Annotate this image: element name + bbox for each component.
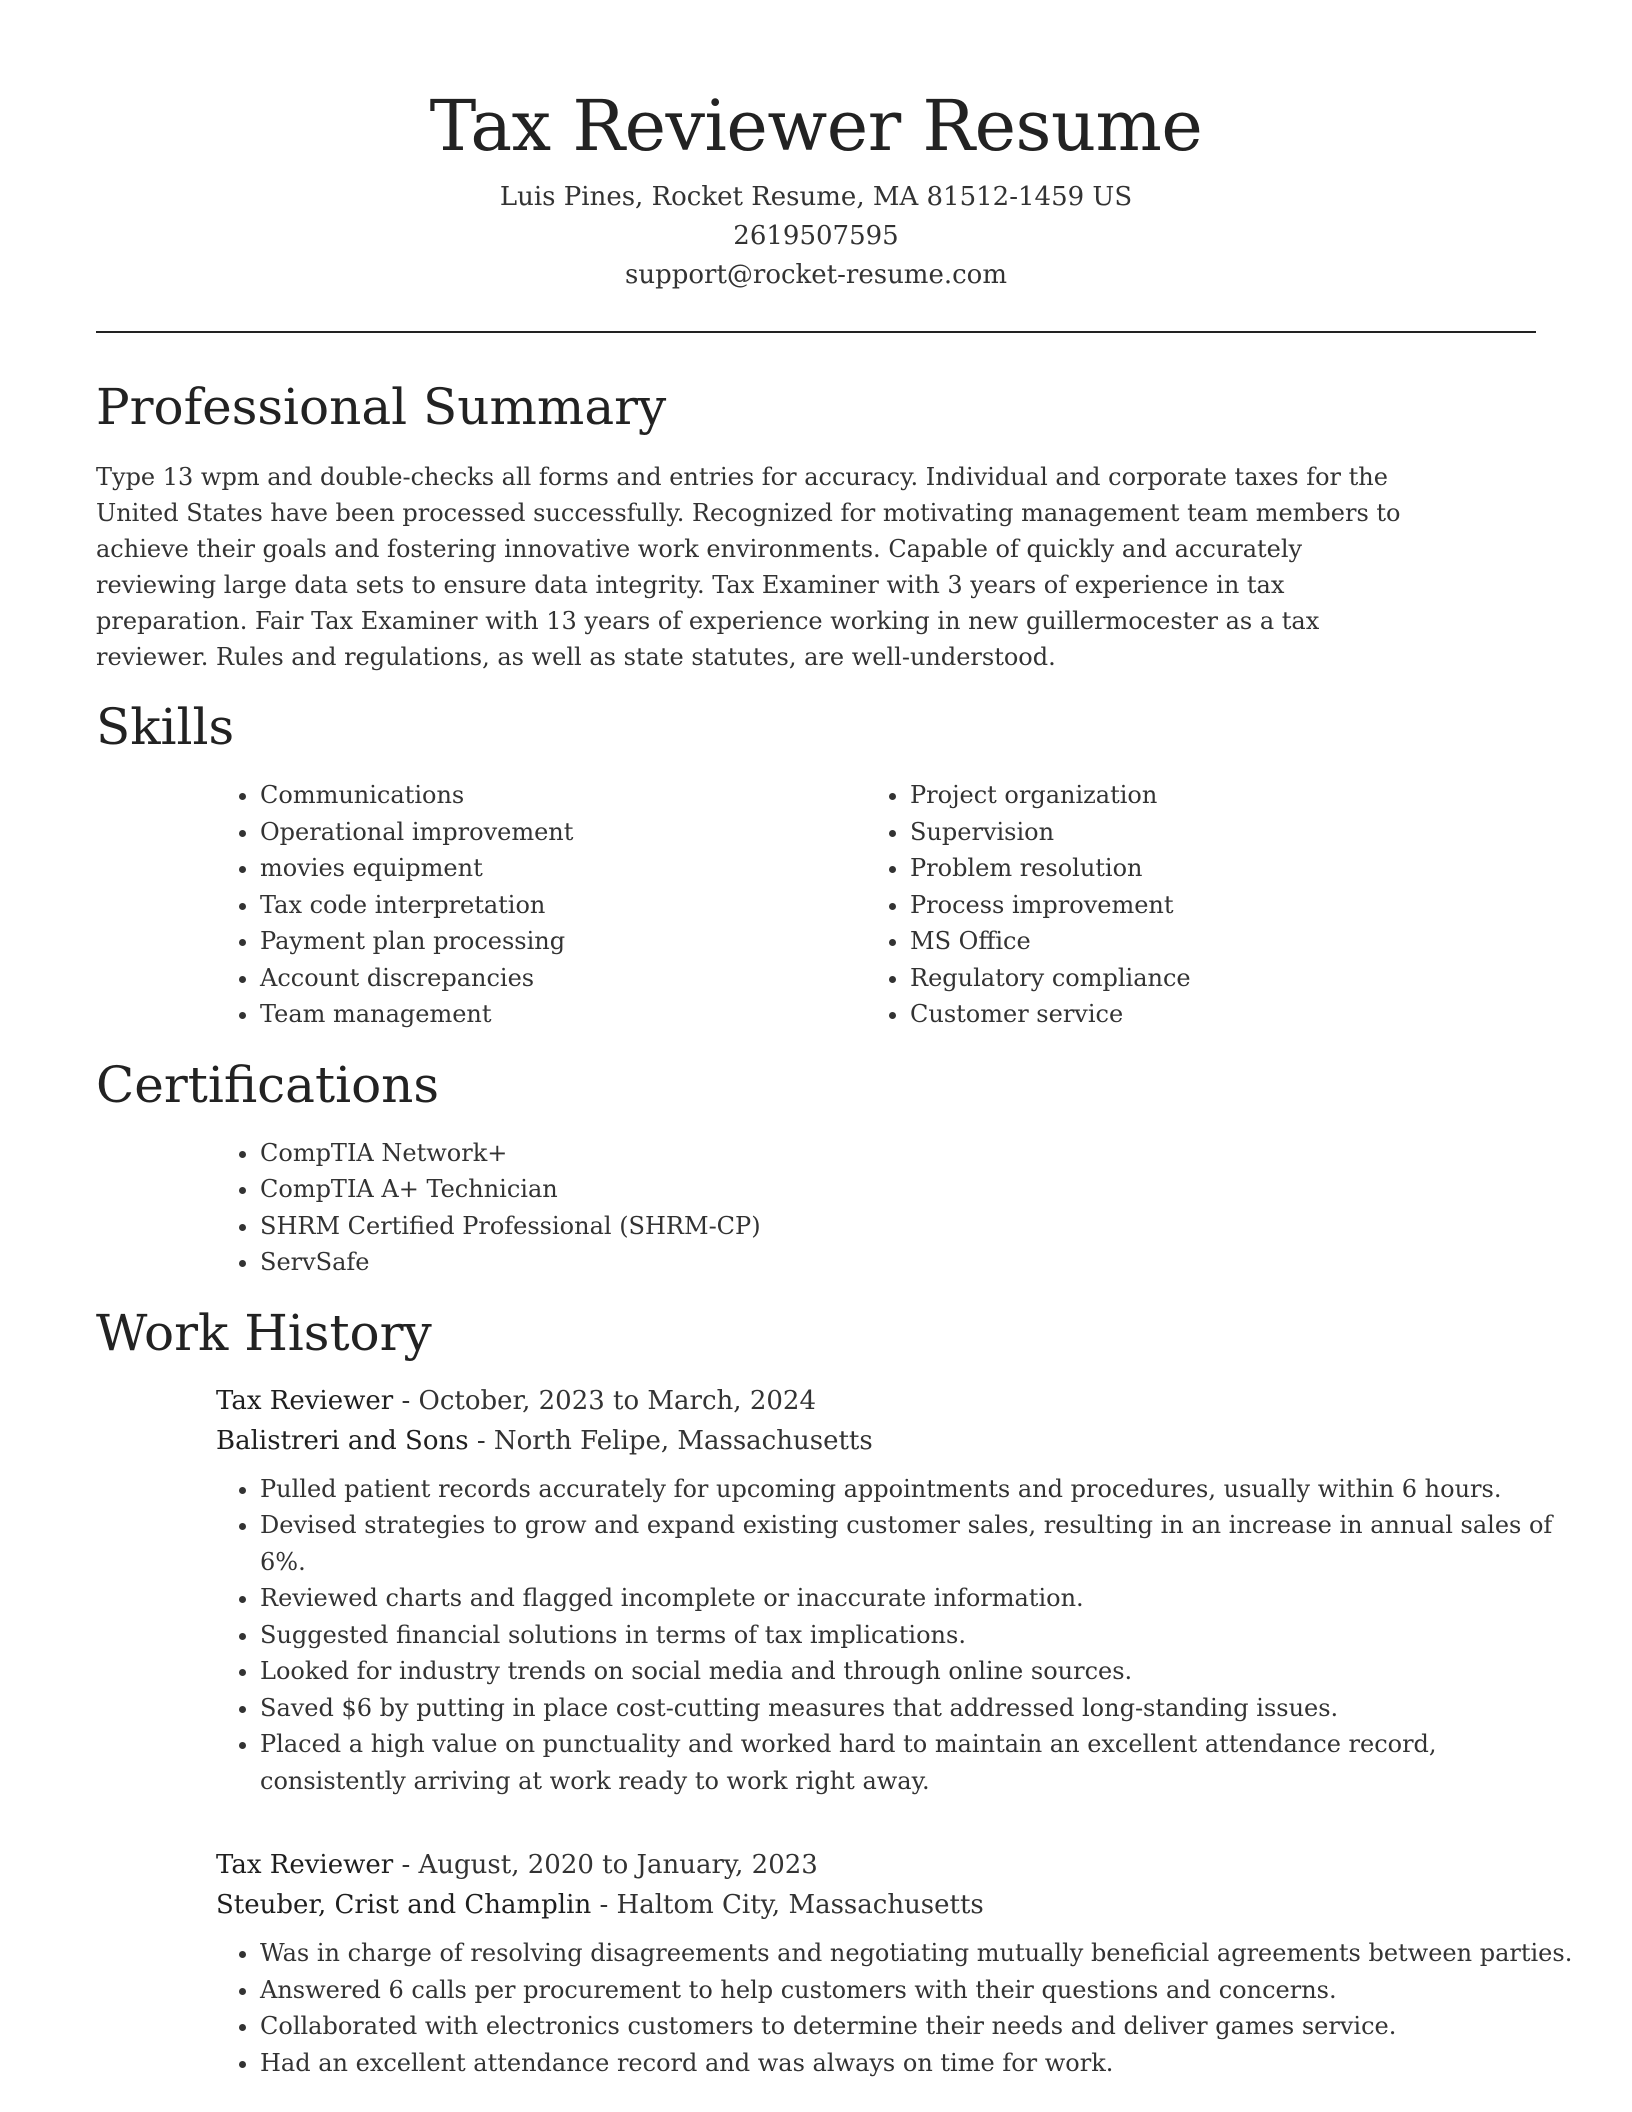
summary-section — [96, 375, 1536, 675]
skill-item: • Customer service — [910, 996, 1516, 1033]
job-dates: August, 2020 to January, 2023 — [418, 1850, 818, 1880]
job-bullet-list — [216, 1935, 1590, 2081]
skills-columns — [216, 777, 1536, 1033]
skill-item: • Tax code interpretation — [260, 887, 866, 924]
job-bullet: • Suggested financial solutions in terms of tax implications. — [260, 1617, 1590, 1654]
skills-column-right — [866, 777, 1516, 1033]
contact-block — [96, 178, 1536, 295]
resume-title: Tax Reviewer Resume — [429, 85, 1203, 167]
job-bullet: • Reviewed charts and flagged incomplete or inaccurate information. — [260, 1580, 1590, 1617]
skill-item: • Team management — [260, 996, 866, 1033]
skill-item: • Process improvement — [910, 887, 1516, 924]
header-divider — [96, 331, 1536, 333]
job-company: Balistreri and Sons — [216, 1425, 469, 1456]
skill-item: • Project organization — [910, 777, 1516, 814]
job-bullet-list — [216, 1471, 1590, 1800]
certification-item: • CompTIA Network+ — [260, 1135, 1536, 1172]
job-bullet: • Collaborated with electronics customers to determine their needs and deliver games service. — [260, 2008, 1590, 2045]
job-location: North Felipe, Massachusetts — [493, 1425, 873, 1456]
job-bullet: • Devised strategies to grow and expand existing customer sales, resulting in an increase in annual sales of 6%. — [260, 1507, 1590, 1580]
job-location: Haltom City, Massachusetts — [616, 1890, 984, 1920]
skills-column-left — [216, 777, 866, 1033]
skills-list-left — [216, 777, 866, 1033]
skill-item: • Operational improvement — [260, 814, 866, 851]
certifications-section — [96, 1053, 1536, 1281]
skill-item: • Account discrepancies — [260, 960, 866, 997]
skill-item: • MS Office — [910, 923, 1516, 960]
contact-email: support@rocket-resume.com — [624, 260, 1007, 290]
contact-phone: 2619507595 — [733, 221, 899, 251]
job-bullet: • Looked for industry trends on social media and through online sources. — [260, 1653, 1590, 1690]
job-bullet: • Was in charge of resolving disagreements and negotiating mutually beneficial agreements between parties. — [260, 1935, 1590, 1972]
certification-item: • ServSafe — [260, 1244, 1536, 1281]
job-bullet: • Pulled patient records accurately for upcoming appointments and procedures, usually within 6 hours. — [260, 1471, 1590, 1508]
job-bullet: • Had an excellent attendance record and was always on time for work. — [260, 2045, 1590, 2082]
certifications-list — [216, 1135, 1536, 1281]
job-bullet: • Saved $6 by putting in place cost-cutting measures that addressed long-standing issues. — [260, 1690, 1590, 1727]
skill-item: • Communications — [260, 777, 866, 814]
certification-item: • CompTIA A+ Technician — [260, 1171, 1536, 1208]
job-entry — [216, 1845, 1573, 2081]
skill-item: • Regulatory compliance — [910, 960, 1516, 997]
skills-list-right — [866, 777, 1516, 1033]
work-history-section — [96, 1301, 1573, 2082]
job-bullet: • Answered 6 calls per procurement to help customers with their questions and concerns. — [260, 1972, 1590, 2009]
summary-heading: Professional Summary — [96, 378, 667, 436]
skills-heading: Skills — [96, 698, 235, 756]
contact-address: Luis Pines, Rocket Resume, MA 81512-1459 US — [499, 182, 1133, 212]
certification-item: • SHRM Certified Professional (SHRM-CP) — [260, 1208, 1536, 1245]
skills-section — [96, 695, 1536, 1033]
skill-item: • movies equipment — [260, 850, 866, 887]
job-entry — [216, 1381, 1553, 1800]
skill-item: • Supervision — [910, 814, 1516, 851]
job-bullet: • Placed a high value on punctuality and worked hard to maintain an excellent attendance record, consistently arriving at work ready to work right away. — [260, 1726, 1590, 1799]
job-company: Steuber, Crist and Champlin — [216, 1890, 592, 1920]
skill-item: • Payment plan processing — [260, 923, 866, 960]
work-history-heading: Work History — [96, 1303, 432, 1362]
job-title: Tax Reviewer — [216, 1850, 394, 1880]
job-title: Tax Reviewer — [216, 1385, 394, 1416]
job-title-line: Tax Reviewer - October, 2023 to March, 2024 — [216, 1385, 816, 1416]
job-dates: October, 2023 to March, 2024 — [418, 1385, 816, 1416]
job-title-line: Tax Reviewer - August, 2020 to January, 2023 — [216, 1850, 818, 1880]
skill-item: • Problem resolution — [910, 850, 1516, 887]
resume-header — [96, 0, 1536, 295]
summary-text: Type 13 wpm and double-checks all forms and entries for accuracy. Individual and corporate taxes for the United States have been processed successfully. Recognized for motivating management team members to achieve their goals and fostering innovative work environments. Capable of quickly and accurately reviewing large data sets to ensure data integrity. Tax Examiner with 3 years of experience in tax preparation. Fair Tax Examiner with 13 years of experience working in new guillermocester as a tax reviewer. Rules and regulations, as well as state statutes, are well-understood. — [96, 463, 1401, 671]
certifications-heading: Certifications — [96, 1055, 440, 1114]
resume-page — [96, 0, 1573, 2081]
job-company-line: Balistreri and Sons - North Felipe, Massachusetts — [216, 1425, 873, 1456]
job-company-line: Steuber, Crist and Champlin - Haltom City, Massachusetts — [216, 1890, 984, 1920]
